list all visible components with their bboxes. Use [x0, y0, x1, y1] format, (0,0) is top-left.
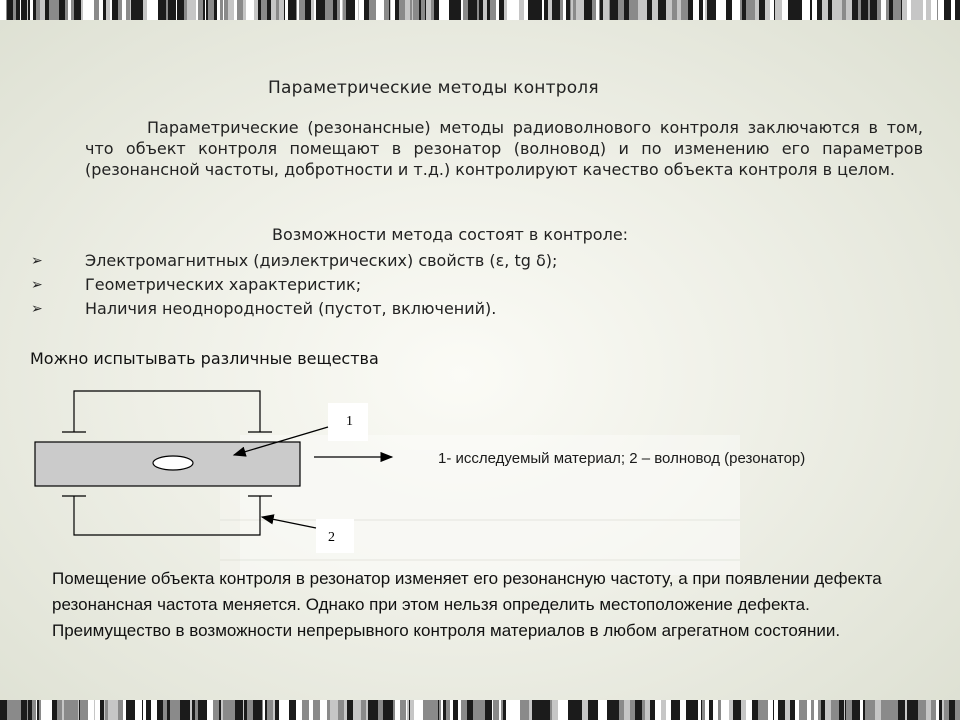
- resonator-diagram: [30, 385, 410, 555]
- label-box-2: [316, 519, 354, 553]
- material-sample: [153, 456, 193, 470]
- capabilities-list: [31, 249, 557, 321]
- upper-circuit-wire: [74, 391, 260, 432]
- capabilities-heading: Возможности метода состоят в контроле:: [272, 225, 629, 244]
- list-item: ➢ Электромагнитных (диэлектрических) свойств (ε, tg δ);: [31, 249, 557, 273]
- intro-paragraph: Параметрические (резонансные) методы радиоволнового контроля заключаются в том, что объект контроля помещают в резонатор (волновод) и по изменению его параметров (резонансной частоты, добротности и т.д.) контролируют качество объекта контроля в целом.: [85, 118, 923, 179]
- slide-title: Параметрические методы контроля: [268, 78, 599, 98]
- substances-subheading: Можно испытывать различные вещества: [30, 349, 379, 368]
- diagram-legend: 1- исследуемый материал; 2 – волновод (резонатор): [438, 450, 806, 467]
- pointer-arrow-2: [262, 517, 316, 528]
- arrow-bullet-icon: ➢: [31, 277, 43, 293]
- arrow-bullet-icon: ➢: [31, 301, 43, 317]
- arrow-bullet-icon: ➢: [31, 253, 43, 269]
- bottom-stripe-decoration: [0, 700, 960, 720]
- list-item: ➢ Наличия неоднородностей (пустот, включений).: [31, 297, 557, 321]
- lower-circuit-wire: [74, 496, 260, 535]
- label-1: 1: [346, 414, 353, 429]
- label-2: 2: [328, 530, 335, 545]
- top-stripe-decoration: [0, 0, 960, 20]
- conclusion-paragraph: Помещение объекта контроля в резонатор изменяет его резонансную частоту, а при появлении дефекта резонансная частота меняется. Однако при этом нельзя определить местоположение дефекта. Преимущество в возможности непрерывного контроля материалов в любом агрегатном состоянии.: [52, 569, 882, 640]
- list-item: ➢ Геометрических характеристик;: [31, 273, 557, 297]
